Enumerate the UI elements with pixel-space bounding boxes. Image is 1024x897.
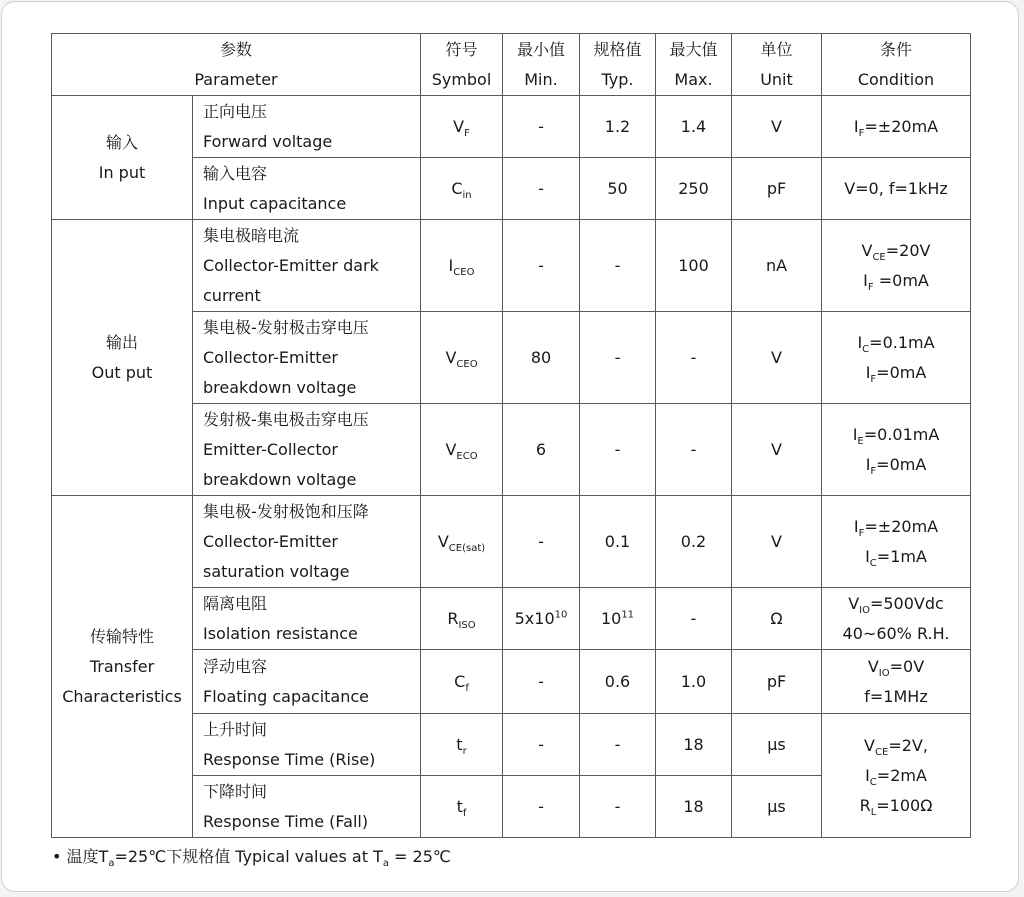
header-row — [52, 34, 971, 96]
param-input-capacitance: 输入电容 Input capacitance — [193, 158, 421, 220]
unit-cell: μs — [732, 776, 822, 838]
min-cell: 6 — [503, 404, 580, 496]
symbol-cell: $I_{CEO}$ — [421, 220, 503, 312]
max-cell: - — [656, 312, 732, 404]
min-cell: - — [503, 776, 580, 838]
max-cell: - — [656, 588, 732, 650]
unit-cell: V — [732, 312, 822, 404]
unit-cell: V — [732, 496, 822, 588]
symbol-cell: $t_f$ — [421, 776, 503, 838]
symbol-cell: $V_{ECO}$ — [421, 404, 503, 496]
param-fall-time: 下降时间 Response Time (Fall) — [193, 776, 421, 838]
condition-cell: $I_F=\pm 20mA$ $I_C=1mA$ — [822, 496, 971, 588]
max-cell: 100 — [656, 220, 732, 312]
min-cell: - — [503, 650, 580, 714]
group-transfer: 传输特性 Transfer Characteristics — [52, 496, 193, 838]
param-isolation-resistance: 隔离电阻 Isolation resistance — [193, 588, 421, 650]
typ-cell: - — [580, 714, 656, 776]
min-cell: $5x10^{10}$ — [503, 588, 580, 650]
condition-cell: $I_C=0.1mA$ $I_F=0mA$ — [822, 312, 971, 404]
typ-cell: - — [580, 776, 656, 838]
unit-cell: V — [732, 96, 822, 158]
unit-cell: pF — [732, 158, 822, 220]
typ-cell: $10^{11}$ — [580, 588, 656, 650]
max-cell: - — [656, 404, 732, 496]
header-symbol: 符号 Symbol — [421, 34, 503, 96]
min-cell: - — [503, 714, 580, 776]
unit-cell: pF — [732, 650, 822, 714]
typ-cell: 1.2 — [580, 96, 656, 158]
unit-cell: μs — [732, 714, 822, 776]
table-row — [52, 496, 971, 588]
table-row — [52, 220, 971, 312]
max-cell: 1.4 — [656, 96, 732, 158]
header-typ: 规格值 Typ. — [580, 34, 656, 96]
header-unit: 单位 Unit — [732, 34, 822, 96]
param-dark-current: 集电极暗电流 Collector-Emitter dark current — [193, 220, 421, 312]
header-condition: 条件 Condition — [822, 34, 971, 96]
min-cell: - — [503, 496, 580, 588]
condition-cell-response-time: $V_{CE}=2V$, $I_C=2mA$ $R_L=100\Omega$ — [822, 714, 971, 838]
max-cell: 0.2 — [656, 496, 732, 588]
param-ec-breakdown: 发射极-集电极击穿电压 Emitter-Collector breakdown voltage — [193, 404, 421, 496]
symbol-cell: $V_F$ — [421, 96, 503, 158]
typ-cell: 50 — [580, 158, 656, 220]
typ-cell: - — [580, 220, 656, 312]
min-cell: - — [503, 158, 580, 220]
condition-cell: $V_{IO}=500Vdc$ 40~60% R.H. — [822, 588, 971, 650]
header-max: 最大值 Max. — [656, 34, 732, 96]
condition-cell: $V_{IO}=0V$ f=1MHz — [822, 650, 971, 714]
unit-cell: nA — [732, 220, 822, 312]
min-cell: - — [503, 220, 580, 312]
param-saturation-voltage: 集电极-发射极饱和压降 Collector-Emitter saturation voltage — [193, 496, 421, 588]
unit-cell: V — [732, 404, 822, 496]
param-rise-time: 上升时间 Response Time (Rise) — [193, 714, 421, 776]
param-forward-voltage: 正向电压 Forward voltage — [193, 96, 421, 158]
condition-cell: $I_E=0.01mA$ $I_F=0mA$ — [822, 404, 971, 496]
group-output: 输出 Out put — [52, 220, 193, 496]
max-cell: 250 — [656, 158, 732, 220]
symbol-cell: $t_r$ — [421, 714, 503, 776]
electrical-characteristics-table — [51, 33, 971, 838]
max-cell: 18 — [656, 714, 732, 776]
condition-cell: $V_{CE}=20V$ $I_F =0mA$ — [822, 220, 971, 312]
symbol-cell: $V_{CE(sat)}$ — [421, 496, 503, 588]
typ-cell: - — [580, 312, 656, 404]
typ-cell: - — [580, 404, 656, 496]
header-parameter: 参数 Parameter — [52, 34, 421, 96]
param-ce-breakdown: 集电极-发射极击穿电压 Collector-Emitter breakdown voltage — [193, 312, 421, 404]
min-cell: 80 — [503, 312, 580, 404]
max-cell: 1.0 — [656, 650, 732, 714]
min-cell: - — [503, 96, 580, 158]
symbol-cell: $C_{in}$ — [421, 158, 503, 220]
symbol-cell: $V_{CEO}$ — [421, 312, 503, 404]
condition-cell: $I_F=\pm 20mA$ — [822, 96, 971, 158]
typ-cell: 0.1 — [580, 496, 656, 588]
footnote: • 温度$T_a=25℃$下规格值 Typical values at $T_a$ = 25℃ — [52, 847, 451, 870]
symbol-cell: $C_f$ — [421, 650, 503, 714]
symbol-cell: $R_{ISO}$ — [421, 588, 503, 650]
param-floating-capacitance: 浮动电容 Floating capacitance — [193, 650, 421, 714]
typ-cell: 0.6 — [580, 650, 656, 714]
group-input: 输入 In put — [52, 96, 193, 220]
header-min: 最小值 Min. — [503, 34, 580, 96]
max-cell: 18 — [656, 776, 732, 838]
unit-cell: Ω — [732, 588, 822, 650]
condition-cell: V=0, f=1kHz — [822, 158, 971, 220]
table-row — [52, 96, 971, 158]
